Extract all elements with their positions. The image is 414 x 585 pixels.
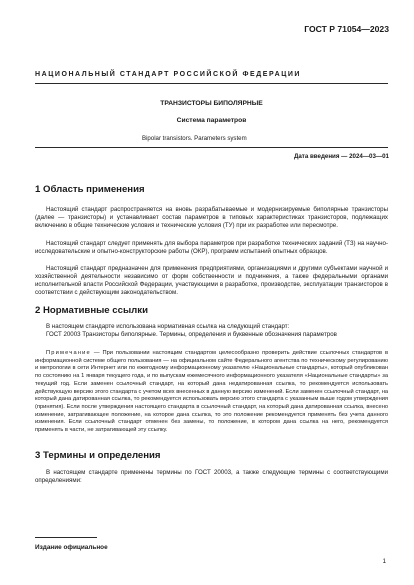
page-number: 1	[382, 558, 386, 565]
introduction-date: Дата введения — 2024—03—01	[293, 153, 389, 160]
section-paragraph: В настоящем стандарте использована нормативная ссылка на следующий стандарт:	[46, 323, 290, 330]
title-divider	[35, 147, 388, 148]
note-text: — При пользовании настоящим стандартом целесообразно проверить действие ссылочных стандартов в информационной системе общего пользования — на официальном сайте Федерального агентства по техническому регулированию и метрологии в сети Интернет или по ежегодному информационному указателю «Национальные стандарты», который опубликован по состоянию на 1 января текущего года, и по выпускам ежемесячного информационного указателя «Национальные стандарты» за текущий год. Если заменен ссылочный стандарт, на который дана недатированная ссылка, то рекомендуется использовать действующую версию этого стандарта с учетом всех внесенных в данную версию изменений. Если заменен ссылочный стандарт, на который дана датированная ссылка, то рекомендуется использовать версию этого стандарта с указанным выше годом утверждения (принятия). Если после утверждения настоящего стандарта в ссылочный стандарт, на который дана датированная ссылка, внесено изменение, затрагивающее положение, на которое дана ссылка, то это положение рекомендуется применять без учета данного изменения. Если ссылочный стандарт отменен без замены, то положение, в котором дана ссылка на него, рекомендуется применять в части, не затрагивающей эту ссылку.	[35, 350, 388, 434]
note-block	[35, 350, 388, 435]
document-title: ТРАНЗИСТОРЫ БИПОЛЯРНЫЕ	[160, 100, 263, 107]
section-paragraph: Настоящий стандарт следует применять для выбора параметров при разработке технических заданий (ТЗ) на научно-исследовательские и опытно-конструкторские работы (ОКР), программ испытаний опытных образцов.	[35, 240, 388, 256]
note-label: Примечание	[46, 350, 91, 356]
section-heading: 2 Нормативные ссылки	[35, 305, 148, 316]
national-standard-banner: НАЦИОНАЛЬНЫЙ СТАНДАРТ РОССИЙСКОЙ ФЕДЕРАЦИИ	[35, 71, 302, 78]
section-heading: 1 Область применения	[35, 184, 145, 195]
english-title: Bipolar transistors. Parameters system	[142, 135, 247, 142]
document-subtitle: Система параметров	[176, 117, 247, 124]
document-code: ГОСТ Р 71054—2023	[304, 24, 389, 34]
banner-divider	[35, 83, 388, 84]
official-edition-label: Издание официальное	[35, 544, 108, 551]
section-heading: 3 Термины и определения	[35, 450, 161, 461]
section-paragraph: Настоящий стандарт распространяется на вновь разрабатываемые и модернизируемые биполярные транзисторы (далее — транзисторы) и устанавливает состав параметров в типовых характеристиках транзисторов, подлежащих включению в общие технические условия и технические условия (ТУ) при их разработке или пересмотре.	[35, 206, 388, 230]
section-paragraph: В настоящем стандарте применены термины по ГОСТ 20003, а также следующие термины с соответствующими определениями:	[35, 469, 388, 485]
section-paragraph: Настоящий стандарт предназначен для применения предприятиями, организациями и другими субъектами научной и хозяйственной деятельности независимо от форм собственности и подчинения, а также федеральными органами исполнительной власти Российской Федерации, участвующими в разработке, производстве, эксплуатации транзисторов в соответствии с действующим законодательством.	[35, 265, 388, 297]
normative-reference: ГОСТ 20003 Транзисторы биполярные. Термины, определения и буквенные обозначения параметров	[46, 331, 337, 338]
footer-divider	[35, 537, 97, 538]
